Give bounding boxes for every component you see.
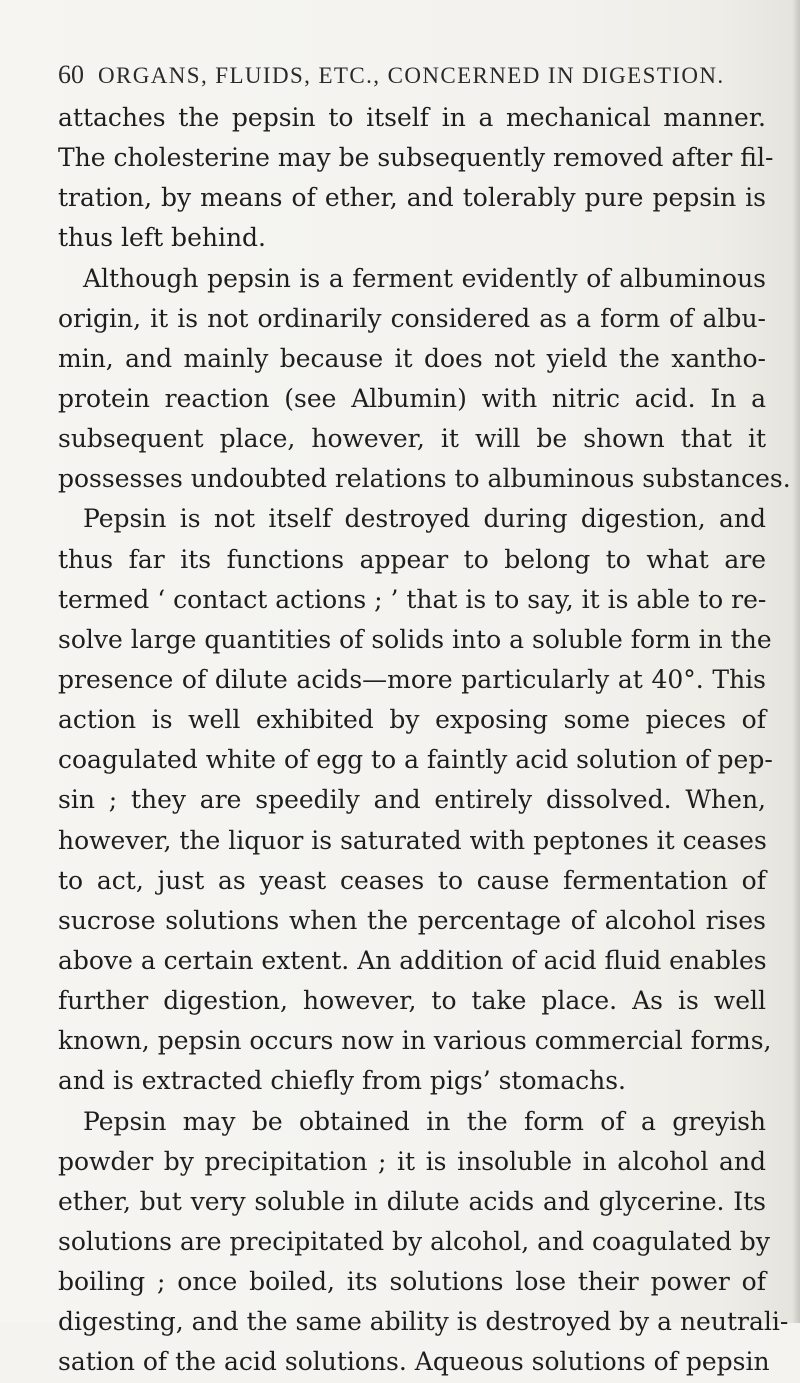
text-line: ether, but very soluble in dilute acids and glycerine. Its [58, 1186, 766, 1216]
paragraph-start-line: Pepsin may be obtained in the form of a greyish [83, 1106, 766, 1136]
text-line: subsequent place, however, it will be shown that it [58, 424, 766, 454]
text-line: however, the liquor is saturated with peptones it ceases [58, 825, 767, 855]
text-line: solutions are precipitated by alcohol, and coagulated by [58, 1226, 770, 1256]
text-line: thus left behind. [58, 223, 267, 253]
text-line: thus far its functions appear to belong to what are [58, 544, 766, 574]
text-line: protein reaction (see Albumin) with nitric acid. In a [58, 383, 766, 413]
text-line: above a certain extent. An addition of acid fluid enables [58, 945, 767, 975]
text-line: sin ; they are speedily and entirely dissolved. When, [58, 785, 766, 815]
text-line: solve large quantities of solids into a soluble form in the [58, 624, 772, 654]
body-text [58, 98, 791, 1383]
text-line: attaches the pepsin to itself in a mechanical manner. [58, 103, 766, 132]
text-line: to act, just as yeast ceases to cause fermentation of [58, 865, 766, 895]
text-line: and is extracted chiefly from pigs’ stomachs. [58, 1066, 627, 1096]
text-line: presence of dilute acids—more particularly at 40°. This [58, 664, 766, 694]
text-line: digesting, and the same ability is destroyed by a neutrali- [58, 1307, 789, 1337]
paragraph-start-line: Although pepsin is a ferment evidently of albuminous [83, 263, 766, 293]
text-line: min, and mainly because it does not yield the xantho- [58, 343, 766, 373]
text-line: known, pepsin occurs now in various commercial forms, [58, 1026, 772, 1056]
text-line: possesses undoubted relations to albuminous substances. [58, 464, 791, 494]
running-header [58, 60, 758, 90]
text-line: The cholesterine may be subsequently removed after fil- [58, 143, 774, 173]
text-line: termed ‘ contact actions ; ’ that is to say, it is able to re- [58, 584, 767, 614]
text-line: tration, by means of ether, and tolerably pure pepsin is [58, 183, 766, 213]
running-title: ORGANS, FLUIDS, ETC., CONCERNED IN DIGESTION. [98, 63, 725, 88]
text-line: origin, it is not ordinarily considered as a form of albu- [58, 303, 766, 333]
text-line: coagulated white of egg to a faintly acid solution of pep- [58, 745, 773, 775]
text-line: action is well exhibited by exposing some pieces of [58, 705, 766, 735]
text-line: boiling ; once boiled, its solutions lose their power of [58, 1267, 766, 1297]
text-line: powder by precipitation ; it is insoluble in alcohol and [58, 1146, 766, 1176]
text-line: sucrose solutions when the percentage of alcohol rises [58, 905, 766, 935]
page-edge-shadow [792, 0, 800, 1323]
page-number: 60 [58, 60, 84, 89]
paragraph-start-line: Pepsin is not itself destroyed during digestion, and [83, 504, 766, 534]
text-line: sation of the acid solutions. Aqueous solutions of pepsin [58, 1347, 770, 1377]
text-line: further digestion, however, to take place. As is well [58, 986, 766, 1016]
